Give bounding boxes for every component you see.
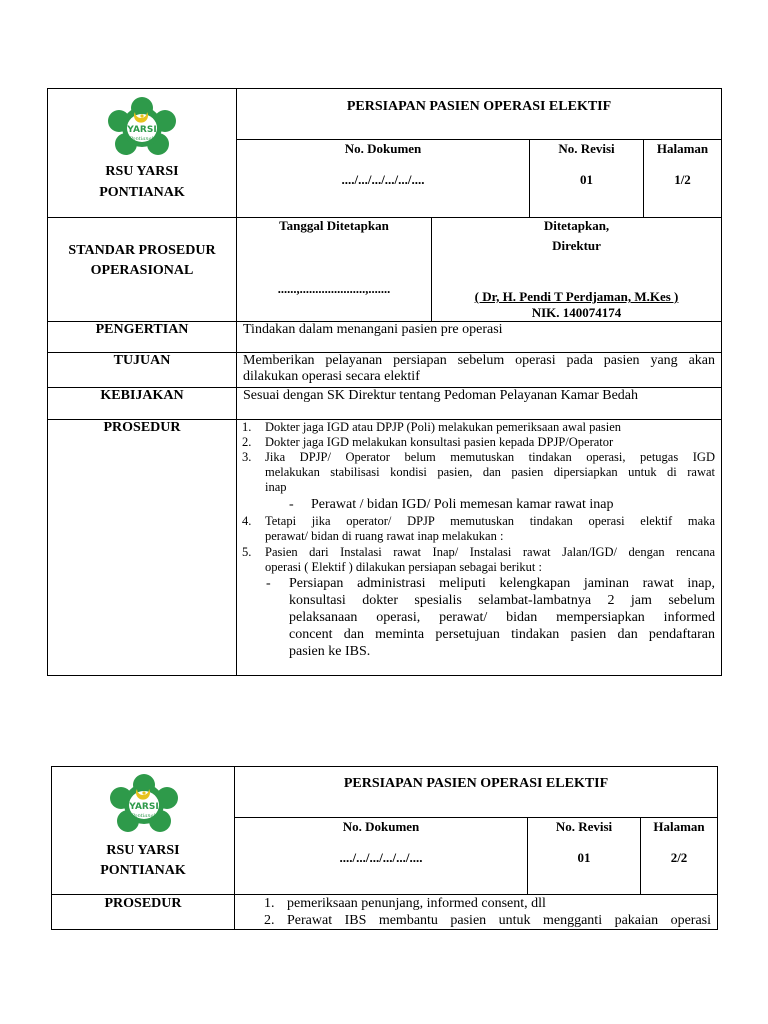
sub-dash: - [289,497,294,512]
ditetapkan-label: Ditetapkan, [543,218,610,233]
no-dokumen-value: ..../.../.../.../.../.... [341,172,425,187]
pengertian-text: Tindakan dalam menangani pasien pre operasi [243,322,503,337]
yarsi-logo [104,96,180,158]
no-revisi-label: No. Revisi [555,819,613,834]
no-dokumen-label: No. Dokumen [342,819,420,834]
hospital-name-line1: RSU YARSI [105,164,179,179]
director-nik: NIK. 140074174 [531,305,622,320]
logo-text: YARSI [129,802,159,812]
step-number: 5. [242,545,252,559]
step-number: 2. [264,913,275,928]
step-text: operasi ( Elektif ) dilakukan persiapan sebagai berikut : [265,560,542,574]
pengertian-label: PENGERTIAN [95,322,189,337]
sop-label-line2: OPERASIONAL [90,263,194,278]
tanggal-ditetapkan-value: ......,.....................,....... [277,282,391,296]
step-number: 1. [242,420,252,434]
step-text: Perawat IBS membantu pasien untuk mengganti pakaian operasi [287,913,711,928]
step-text: perawat/ bidan di ruang rawat inap melakukan : [265,529,504,543]
step-number: 1. [264,896,275,911]
tanggal-ditetapkan-label: Tanggal Ditetapkan [279,218,389,233]
step-text: Dokter jaga IGD melakukan konsultasi pasien kepada DPJP/Operator [265,435,614,449]
sub-step-text: Perawat / bidan IGD/ Poli memesan kamar rawat inap [311,497,614,512]
step-text: Tetapi jika operator/ DPJP memutuskan tindakan operasi elektif maka [265,514,715,528]
step-number: 4. [242,514,252,528]
hospital-name-line2: PONTIANAK [100,863,186,878]
halaman-label: Halaman [653,819,705,834]
logo-subtext: Pontianak [129,136,155,142]
tujuan-text-line2: dilakukan operasi secara elektif [243,369,420,384]
logo-subtext: Pontianak [131,813,157,819]
sub-step-text: konsultasi dokter spesialis selambat-lambatnya 2 jam sebelum [289,593,715,608]
director-name: ( Dr, H. Pendi T Perdjaman, M.Kes ) [474,289,679,304]
no-revisi-value: 01 [580,172,593,187]
direktur-label: Direktur [552,238,601,253]
prosedur-label: PROSEDUR [103,420,181,435]
tujuan-label: TUJUAN [113,353,171,368]
step-text: melakukan stabilisasi kondisi pasien, dan pasien dipersiapkan untuk di rawat [265,465,715,479]
halaman-value: 2/2 [670,850,688,865]
step-text: Jika DPJP/ Operator belum memutuskan tindakan operasi, petugas IGD [265,450,715,464]
sop-label-line1: STANDAR PROSEDUR [68,243,216,258]
halaman-label: Halaman [656,141,709,156]
kebijakan-text: Sesuai dengan SK Direktur tentang Pedoman Pelayanan Kamar Bedah [243,388,639,403]
document-title: PERSIAPAN PASIEN OPERASI ELEKTIF [346,99,612,114]
sub-step-text: concent dan meminta persetujuan tindakan pasien dan pendaftaran [289,627,715,642]
step-text: inap [265,480,287,494]
document-title: PERSIAPAN PASIEN OPERASI ELEKTIF [343,776,609,791]
prosedur-label: PROSEDUR [104,896,182,911]
no-revisi-value: 01 [577,850,591,865]
no-dokumen-label: No. Dokumen [344,141,422,156]
yarsi-logo [106,773,182,835]
sub-step-text: pasien ke IBS. [289,644,371,659]
step-number: 2. [242,435,252,449]
step-text: Pasien dari Instalasi rawat Inap/ Instalasi rawat Jalan/IGD/ dengan rencana [265,545,715,559]
sub-dash: - [266,576,271,591]
sub-step-text: pelaksanaan operasi, perawat/ bidan mempersiapkan informed [289,610,715,625]
hospital-name-line1: RSU YARSI [106,843,180,858]
step-text: pemeriksaan penunjang, informed consent, dll [287,896,546,911]
sub-step-text: Persiapan administrasi meliputi kelengkapan jaminan rawat inap, [289,576,715,591]
kebijakan-label: KEBIJAKAN [100,388,184,403]
no-revisi-label: No. Revisi [558,141,615,156]
step-number: 3. [242,450,252,464]
step-text: Dokter jaga IGD atau DPJP (Poli) melakukan pemeriksaan awal pasien [265,420,622,434]
halaman-value: 1/2 [674,172,691,187]
tujuan-text-line1: Memberikan pelayanan persiapan sebelum operasi pada pasien yang akan [243,353,715,368]
logo-text: YARSI [127,125,157,135]
hospital-name-line2: PONTIANAK [99,185,185,200]
no-dokumen-value: ..../.../.../.../.../.... [339,850,423,865]
